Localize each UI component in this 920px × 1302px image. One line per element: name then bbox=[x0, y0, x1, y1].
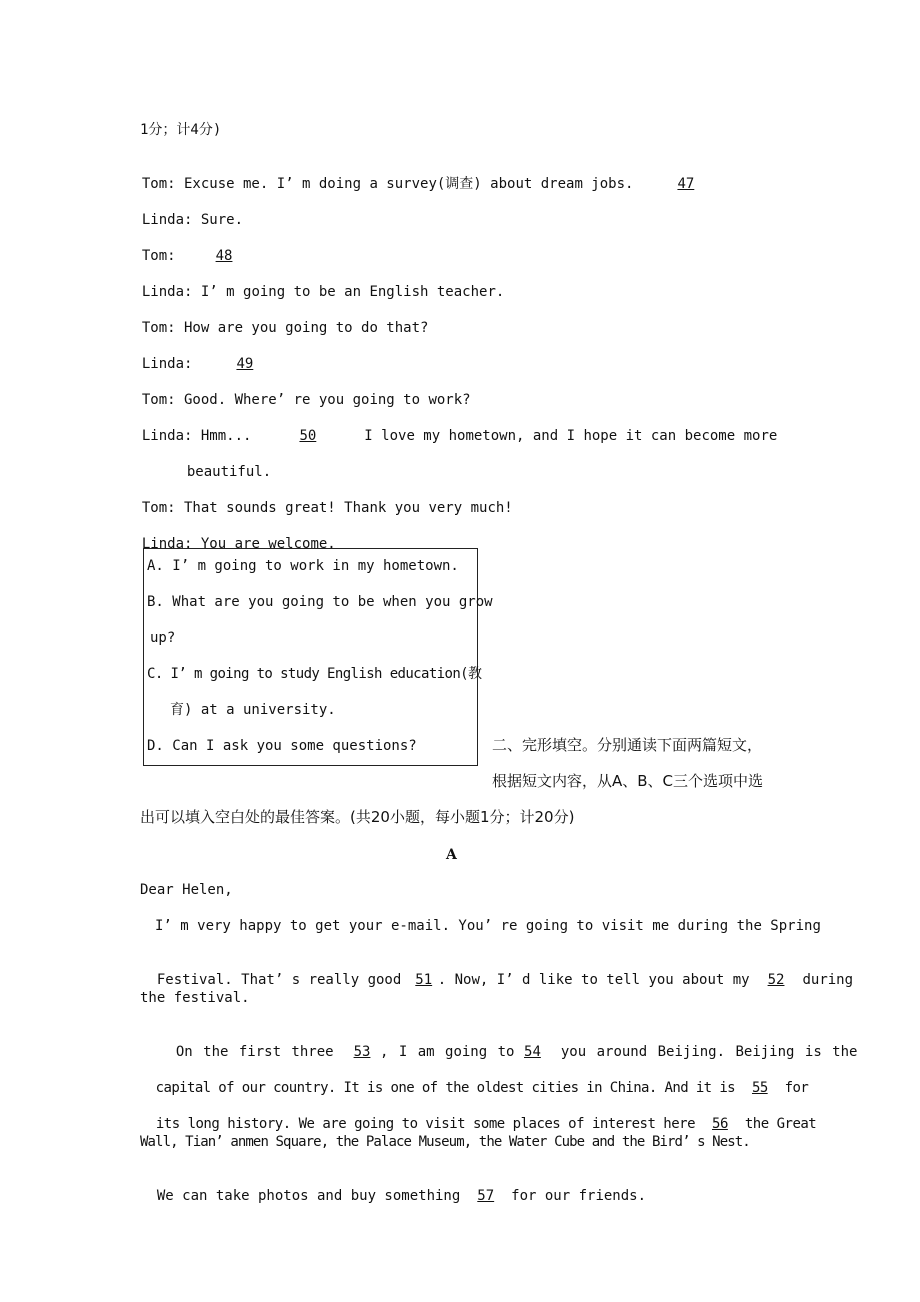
passage-line-3: the festival. bbox=[140, 990, 250, 1006]
dialog-line-9: beautiful. bbox=[186, 464, 272, 480]
dialog-line-4: Linda: I’ m going to be an English teacher. bbox=[141, 284, 505, 300]
blank-57: 57 bbox=[477, 1188, 495, 1204]
speaker: Tom: bbox=[141, 248, 176, 264]
dialog-line-3 bbox=[125, 229, 264, 265]
passage-line-4: On the first three 53 , I am going to 54 you around Beijing. Beijing is the bbox=[175, 1044, 858, 1060]
blank-47: 47 bbox=[677, 176, 695, 192]
speaker: Linda: bbox=[141, 428, 193, 444]
blank-51: 51 bbox=[415, 972, 433, 988]
speaker: Linda: bbox=[141, 284, 193, 300]
speaker: Tom: bbox=[141, 392, 176, 408]
blank-52: 52 bbox=[767, 972, 785, 988]
option-c-cont: 育) at a university. bbox=[170, 702, 336, 718]
speaker: Linda: bbox=[141, 212, 193, 228]
dialog-line-1: Tom: Excuse me. I’ m doing a survey(调查) about dream jobs. 47 bbox=[125, 157, 730, 193]
blank-50: 50 bbox=[299, 428, 317, 444]
dialog-line-7: Tom: Good. Where’ re you going to work? bbox=[141, 392, 471, 408]
option-b-cont: up? bbox=[150, 630, 176, 646]
blank-54: 54 bbox=[524, 1044, 541, 1060]
dialog-line-11: Linda: You are welcome. bbox=[141, 536, 336, 552]
blank-53: 53 bbox=[353, 1044, 371, 1060]
option-b: B. What are you going to be when you grow bbox=[147, 594, 493, 610]
passage-heading: A bbox=[446, 847, 457, 863]
option-a: A. I’ m going to work in my hometown. bbox=[147, 558, 459, 574]
dialog-line-2: Linda: Sure. bbox=[141, 212, 244, 228]
speaker: Tom: bbox=[141, 320, 176, 336]
passage-line-1: I’ m very happy to get your e-mail. You’ re going to visit me during the Spring bbox=[155, 918, 821, 934]
speaker: Tom: bbox=[141, 500, 176, 516]
options-box bbox=[143, 548, 478, 766]
dialog-header: 1分；计4分) bbox=[140, 122, 222, 138]
passage-line-7: Wall, Tian’ anmen Square, the Palace Museum, the Water Cube and the Bird’ s Nest. bbox=[140, 1134, 750, 1150]
passage-line-2: Festival. That’ s really good 51 . Now, I’ d like to tell you about my 52 during bbox=[156, 972, 854, 988]
passage-line-6: its long history. We are going to visit some places of interest here 56 the Great bbox=[155, 1116, 817, 1132]
option-d: D. Can I ask you some questions? bbox=[147, 738, 417, 754]
dialog-line-5: Tom: How are you going to do that? bbox=[141, 320, 429, 336]
blank-55: 55 bbox=[751, 1080, 768, 1096]
speaker: Linda: bbox=[141, 536, 193, 552]
speaker: Tom: bbox=[141, 176, 176, 192]
dialog-line-6 bbox=[125, 337, 289, 373]
dialog-line-8: Linda: Hmm... 50 I love my hometown, and I hope it can become more bbox=[141, 428, 778, 444]
option-c: C. I’ m going to study English education(教 bbox=[147, 666, 482, 682]
blank-48: 48 bbox=[215, 248, 233, 264]
dialog-line-10: Tom: That sounds great! Thank you very much! bbox=[141, 500, 513, 516]
speaker: Linda: bbox=[141, 356, 193, 372]
passage-line-5: capital of our country. It is one of the oldest cities in China. And it is 55 for bbox=[155, 1080, 809, 1096]
blank-49: 49 bbox=[236, 356, 254, 372]
section2-line3: 出可以填入空白处的最佳答案。(共20小题，每小题1分；计20分) bbox=[140, 808, 575, 826]
section2-line2: 根据短文内容，从A、B、C三个选项中选 bbox=[492, 772, 764, 790]
blank-56: 56 bbox=[712, 1116, 728, 1132]
section2-line1: 二、完形填空。分别通读下面两篇短文， bbox=[492, 736, 763, 754]
passage-line-8: We can take photos and buy something 57 for our friends. bbox=[156, 1188, 647, 1204]
greeting: Dear Helen, bbox=[140, 882, 233, 898]
